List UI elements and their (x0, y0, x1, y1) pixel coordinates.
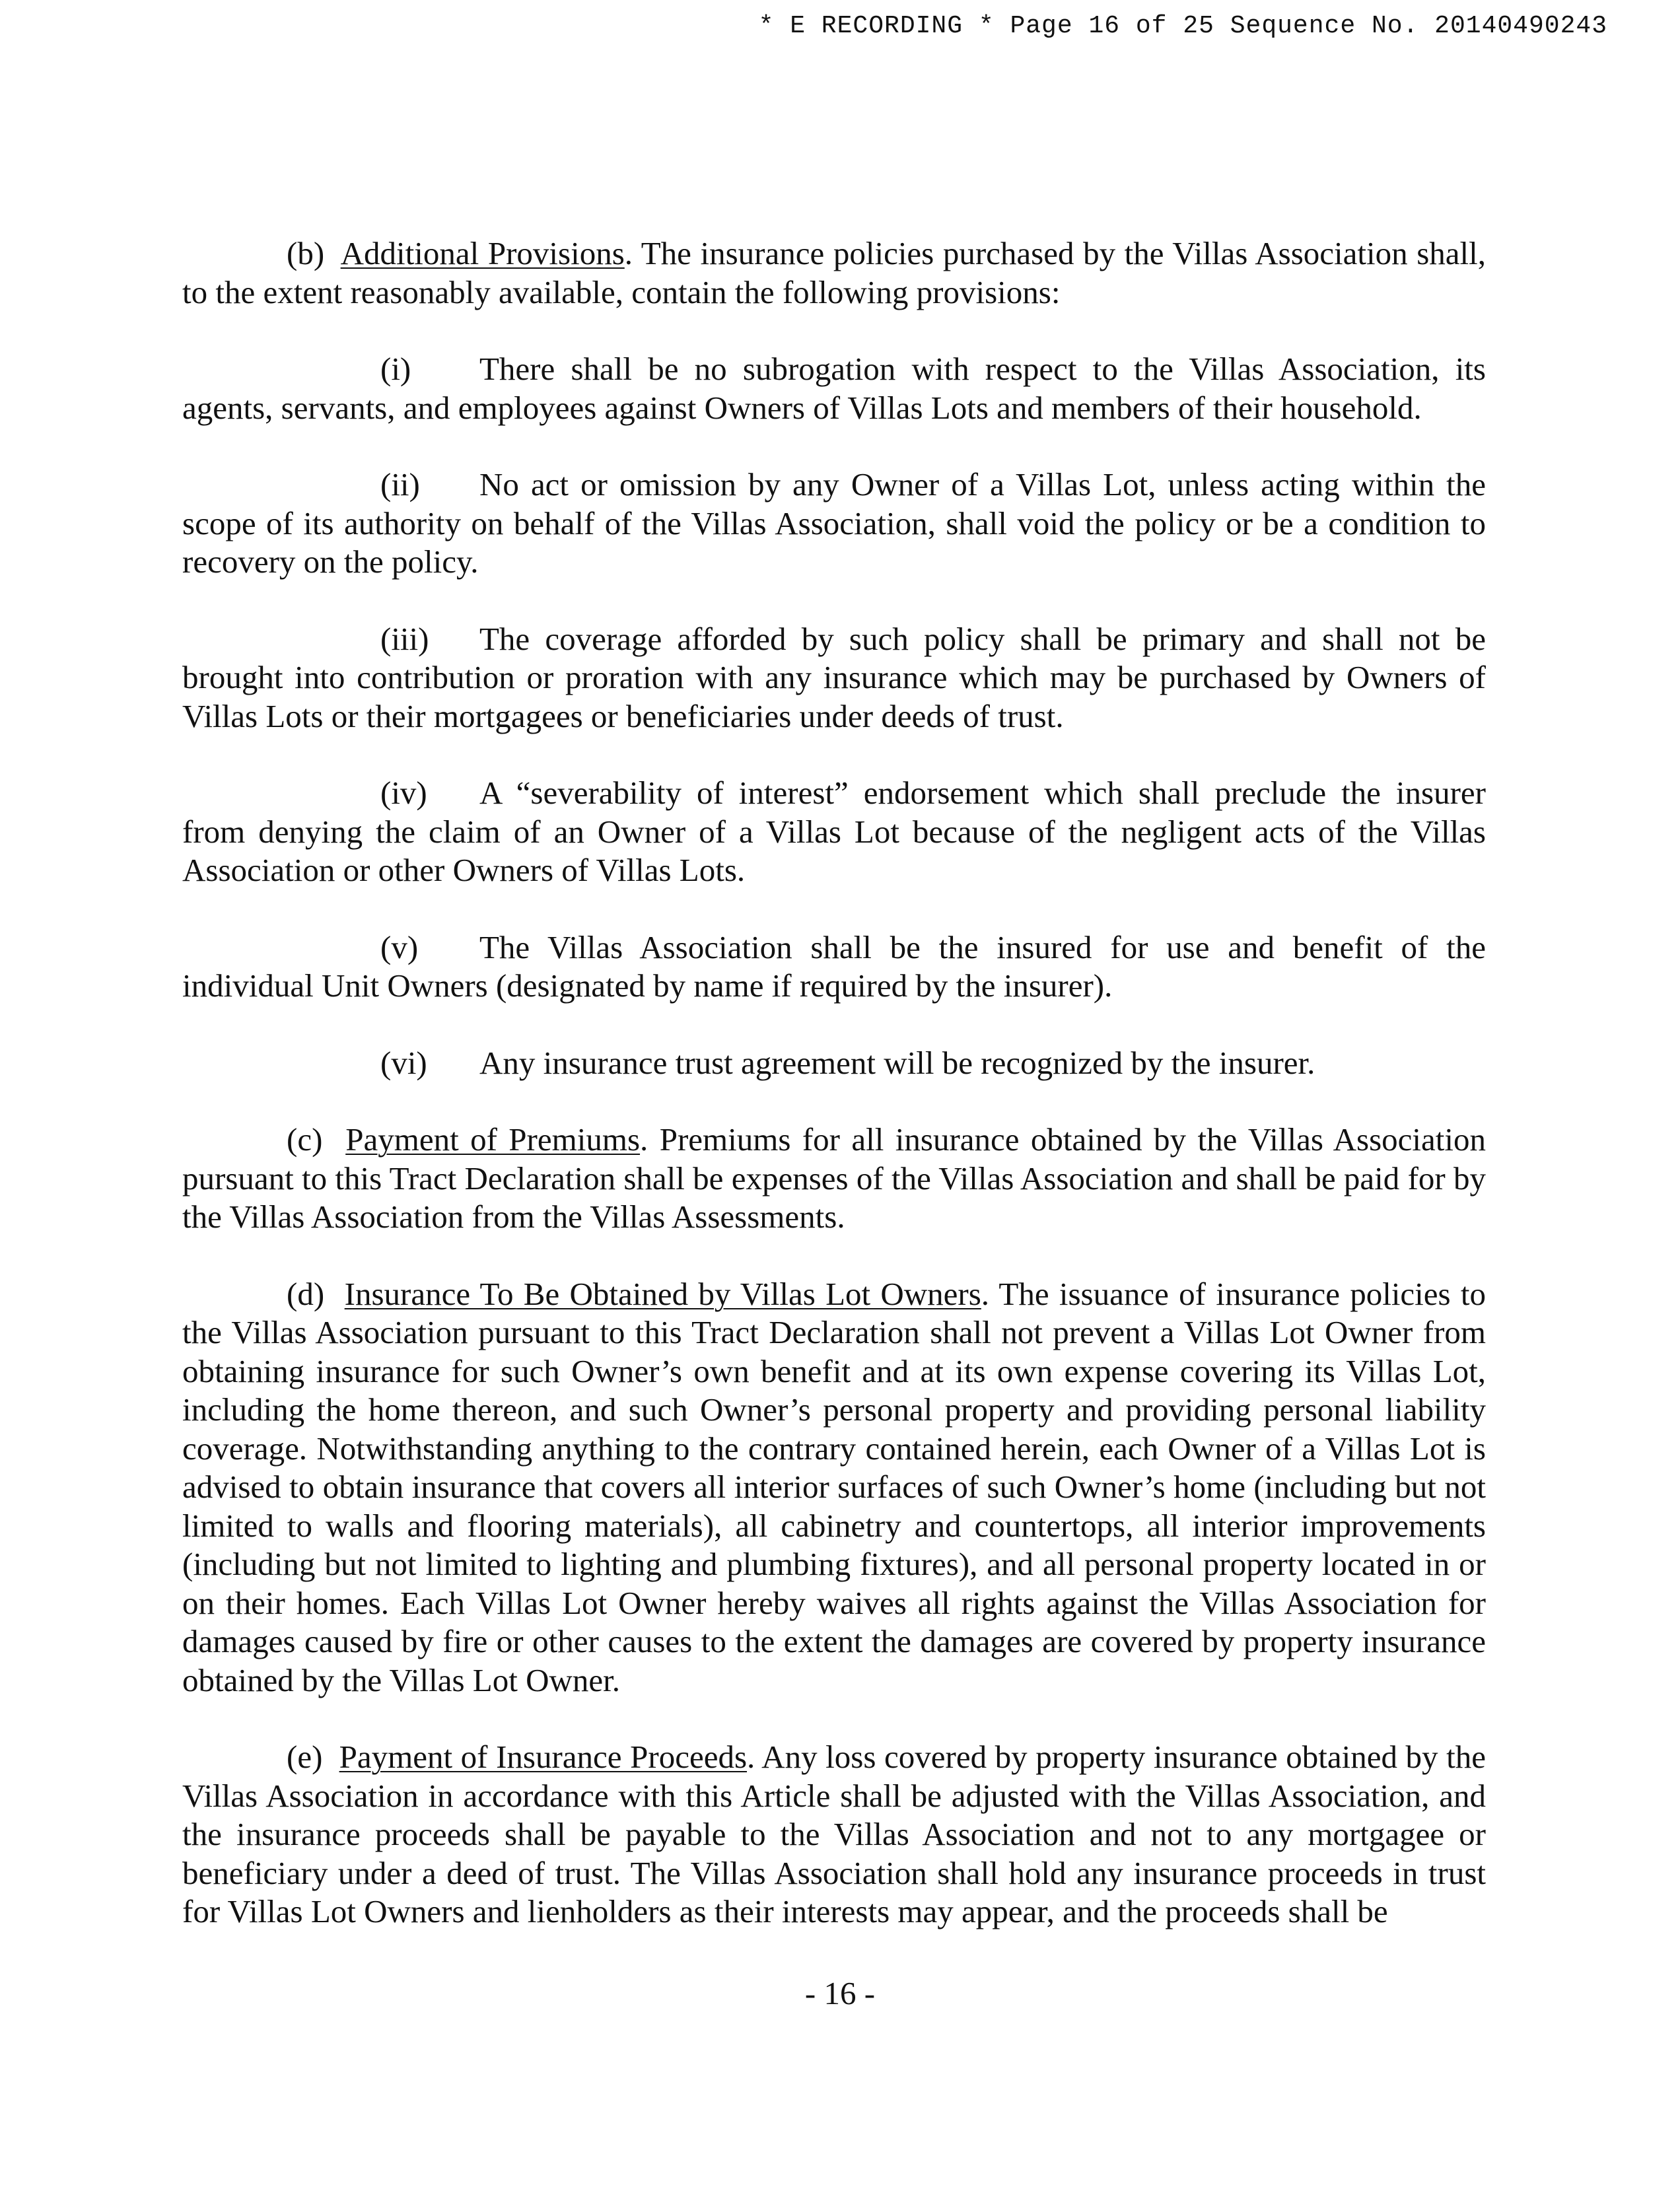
paragraph-e (182, 1738, 1486, 1931)
provision-label: (ii) (380, 466, 420, 503)
paragraph-text: . The issuance of insurance policies to the Villas Association pursuant to this Tract Declaration shall not prevent a Villas Lot Owner from obtaining insurance for such Owner’s own benefit and at its own expense covering its Villas Lot, including the home thereon, and such Owner’s personal property and providing personal liability coverage. Notwithstanding anything to the contrary contained herein, each Owner of a Villas Lot is advised to obtain insurance that covers all interior surfaces of such Owner’s home (including but not limited to walls and flooring materials), all cabinetry and countertops, all interior improvements (including but not limited to lighting and plumbing fixtures), and all personal property located in or on their homes. Each Villas Lot Owner hereby waives all rights against the Villas Association for damages caused by fire or other causes to the extent the damages are covered by property insurance obtained by the Villas Lot Owner. (182, 1275, 1486, 1698)
paragraph-d (182, 1275, 1486, 1700)
provision-text: The Villas Association shall be the insured for use and benefit of the individual Unit Owners (designated by name if required by the insurer). (182, 928, 1486, 1004)
provision-label: (iv) (380, 775, 427, 811)
provision-label: (i) (380, 351, 411, 387)
recording-header: * E RECORDING * Page 16 of 25 Sequence No. 20140490243 (758, 12, 1607, 40)
paragraph-text: . Any loss covered by property insurance obtained by the Villas Association in accordance with this Article shall be adjusted with the Villas Association, and the insurance proceeds shall be payable to the Villas Association and not to any mortgagee or beneficiary under a deed of trust. The Villas Association shall hold any insurance proceeds in trust for Villas Lot Owners and lienholders as their interests may appear, and the proceeds shall be (182, 1739, 1487, 1929)
paragraph-c (182, 1121, 1486, 1237)
provision-text: The coverage afforded by such policy shall be primary and shall not be brought into contribution or proration with any insurance which may be purchased by Owners of Villas Lots or their mortgagees or beneficiaries under deeds of trust. (182, 620, 1486, 734)
paragraph-b (182, 234, 1486, 312)
section-heading: Payment of Insurance Proceeds (339, 1739, 748, 1775)
provision-iii (182, 620, 1486, 736)
page-number: - 16 - (804, 1975, 876, 2011)
provision-label: (iii) (380, 620, 429, 657)
document-body (182, 234, 1486, 1970)
paragraph-label: (c) (287, 1121, 323, 1158)
provision-v (182, 928, 1486, 1006)
paragraph-text: . Premiums for all insurance obtained by the Villas Association pursuant to this Tract Declaration shall be expenses of the Villas Association and shall be paid for by the Villas Association from the Villas Assessments. (182, 1121, 1486, 1235)
provision-text: Any insurance trust agreement will be recognized by the insurer. (479, 1044, 1315, 1081)
provision-label: (vi) (380, 1044, 427, 1081)
paragraph-text: . The insurance policies purchased by the Villas Association shall, to the extent reasonably available, contain the following provisions: (182, 235, 1486, 310)
provision-i (182, 350, 1486, 427)
paragraph-label: (e) (287, 1739, 323, 1775)
provision-ii (182, 466, 1486, 582)
provision-iv (182, 774, 1486, 890)
provision-vi (182, 1044, 1486, 1083)
paragraph-label: (b) (287, 235, 325, 271)
provision-text: No act or omission by any Owner of a Villas Lot, unless acting within the scope of its authority on behalf of the Villas Association, shall void the policy or be a condition to recovery on the policy. (182, 466, 1486, 580)
section-heading: Additional Provisions (340, 235, 625, 271)
section-heading: Insurance To Be Obtained by Villas Lot Owners (344, 1275, 981, 1312)
provision-label: (v) (380, 928, 419, 965)
section-heading: Payment of Premiums (345, 1121, 641, 1158)
paragraph-label: (d) (287, 1275, 325, 1312)
provision-text: There shall be no subrogation with respect to the Villas Association, its agents, servants, and employees against Owners of Villas Lots and members of their household. (182, 351, 1486, 426)
provision-text: A “severability of interest” endorsement which shall preclude the insurer from denying the claim of an Owner of a Villas Lot because of the negligent acts of the Villas Association or other Owners of Villas Lots. (182, 775, 1486, 888)
